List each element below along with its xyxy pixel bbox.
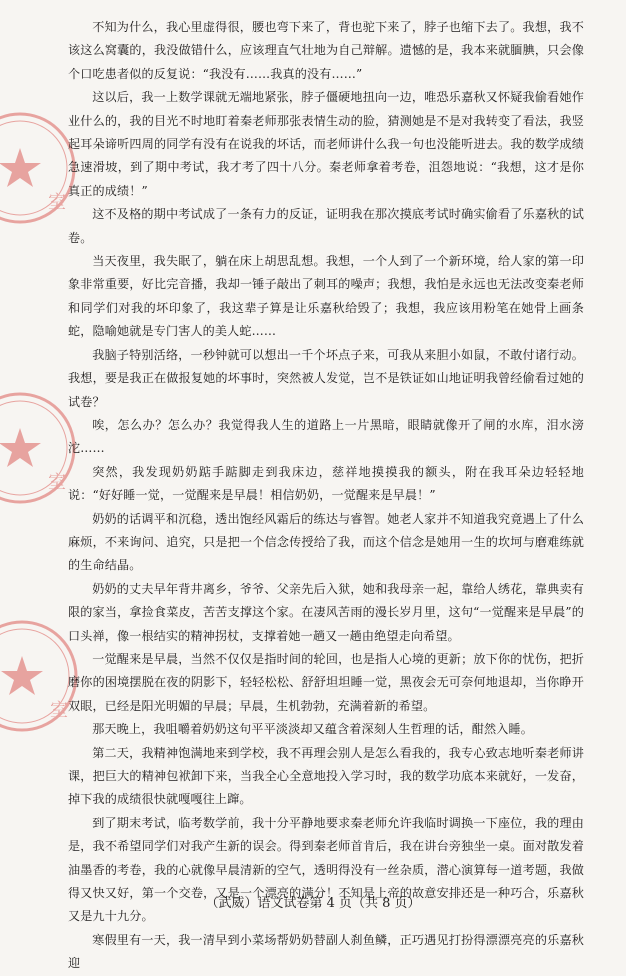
paragraph: 不知为什么，我心里虚得很，腰也弯下来了，背也驼下来了，脖子也缩下去了。我想，我不该这么窝囊的，我没做错什么，应该理直气壮地为自己辩解。遗憾的是，我本来就腼腆，只会像个口吃患者似的反复说：“我没有……我真的没有……” (68, 20, 584, 81)
paragraph: 第二天，我精神饱满地来到学校，我不再理会别人是怎么看我的，我专心致志地听秦老师讲课，把巨大的精神包袱卸下来，当我全心全意地投入学习时，我的数学功底本来就好，一发奋，掉下我的成绩很快就嘎嘎往上蹿。 (68, 745, 584, 807)
paragraph: 唉，怎么办？怎么办？我觉得我人生的道路上一片黑暗，眼睛就像开了闸的水库，泪水滂沱…… (68, 417, 584, 456)
paragraph: 这以后，我一上数学课就无端地紧张，脖子僵硬地扭向一边，唯恐乐嘉秋又怀疑我偷看她作业什么的，我的目光不时地盯着秦老师那张表情生动的脸，猜测她是不是对我转变了看法，我竖起耳朵谛听四周的同学有没有在说我的坏话，而老师讲什么我一句也没能听进去。我的数学成绩急速滑坡，到了期中考试，我才考了四十八分。秦老师拿着考卷，沮怨地说：“我想，这才是你真正的成绩！” (68, 90, 584, 198)
paragraph: 奶奶的话调平和沉稳，透出饱经风霜后的练达与睿智。她老人家并不知道我究竟遇上了什么麻烦，不来询问、追究，只是把一个信念传授给了我，而这个信念是她用一生的坎坷与磨难练就的生命结晶。 (68, 511, 584, 573)
paragraph: 到了期末考试，临考数学前，我十分平静地要求秦老师允许我临时调换一下座位，我的理由是，我不希望同学们对我产生新的误会。得到秦老师首肯后，我在讲台旁独坐一桌。面对散发着油墨香的考卷，我的心就像早晨清新的空气，透明得没有一丝杂质，潜心演算每一道考题，我做得又快又好，第一个交卷，又是一个漂亮的满分！不知是上帝的故意安排还是一种巧合，乐嘉秋又是九十九分。 (68, 815, 584, 924)
paragraph: 奶奶的丈夫早年背井离乡，爷爷、父亲先后入狱，她和我母亲一起，靠给人绣花，靠典卖有限的家当，拿捡食菜皮，苦苦支撑这个家。在凄风苦雨的漫长岁月里，这句“一觉醒来是早晨”的口头禅，像一根结实的精神拐杖，支撑着她一趟又一趟由绝望走向希望。 (68, 581, 584, 643)
paragraph: 突然，我发现奶奶踮手踮脚走到我床边，慈祥地摸摸我的额头，附在我耳朵边轻轻地说：“好好睡一觉，一觉醒来是早晨！相信奶奶，一觉醒来是早晨！” (68, 464, 584, 503)
paragraph: 这不及格的期中考试成了一条有力的反证，证明我在那次摸底考试时确实偷看了乐嘉秋的试卷。 (68, 207, 584, 245)
svg-text:室: 室 (48, 192, 66, 213)
passage-body (68, 16, 584, 976)
svg-text:室: 室 (48, 472, 66, 493)
page-footer: （武威）语文试卷第 4 页（共 8 页） (205, 896, 421, 911)
paragraph: 我脑子特别活络，一秒钟就可以想出一千个坏点子来，可我从来胆小如鼠，不敢付诸行动。我想，要是我正在做报复她的坏事时，突然被人发觉，岂不是铁证如山地证明我曾经偷看过她的试卷？ (68, 347, 584, 409)
svg-text:室: 室 (50, 700, 68, 721)
paragraph: 寒假里有一天，我一清早到小菜场帮奶奶替副人刹鱼鳞，正巧遇见打扮得漂漂亮亮的乐嘉秋迎 (68, 932, 584, 971)
paragraph: 一觉醒来是早晨，当然不仅仅是指时间的轮回，也是指人心境的更新；放下你的忧伤，把折磨你的困境摆脱在夜的阴影下，轻轻松松、舒舒坦坦睡一觉，黑夜会无可奈何地退却，当你睁开双眼，已经是阳光明媚的早晨；早晨，生机勃勃，充满着新的希望。 (68, 651, 584, 713)
paragraph: 那天晚上，我咀嚼着奶奶这句平平淡淡却又蕴含着深刻人生哲理的话，酣然入睡。 (92, 722, 533, 737)
paragraph: 当天夜里，我失眠了，躺在床上胡思乱想。我想，一个人到了一个新环境，给人家的第一印象非常重要，好比完音播，我却一锤子敲出了刺耳的噪声；我想，我怕是永远也无法改变秦老师和同学们对我的坏印象了，我这辈子算是让乐嘉秋给毁了；我想，我应该用粉笔在她骨上画条蛇，隐喻她就是专门害人的美人蛇…… (68, 254, 584, 339)
